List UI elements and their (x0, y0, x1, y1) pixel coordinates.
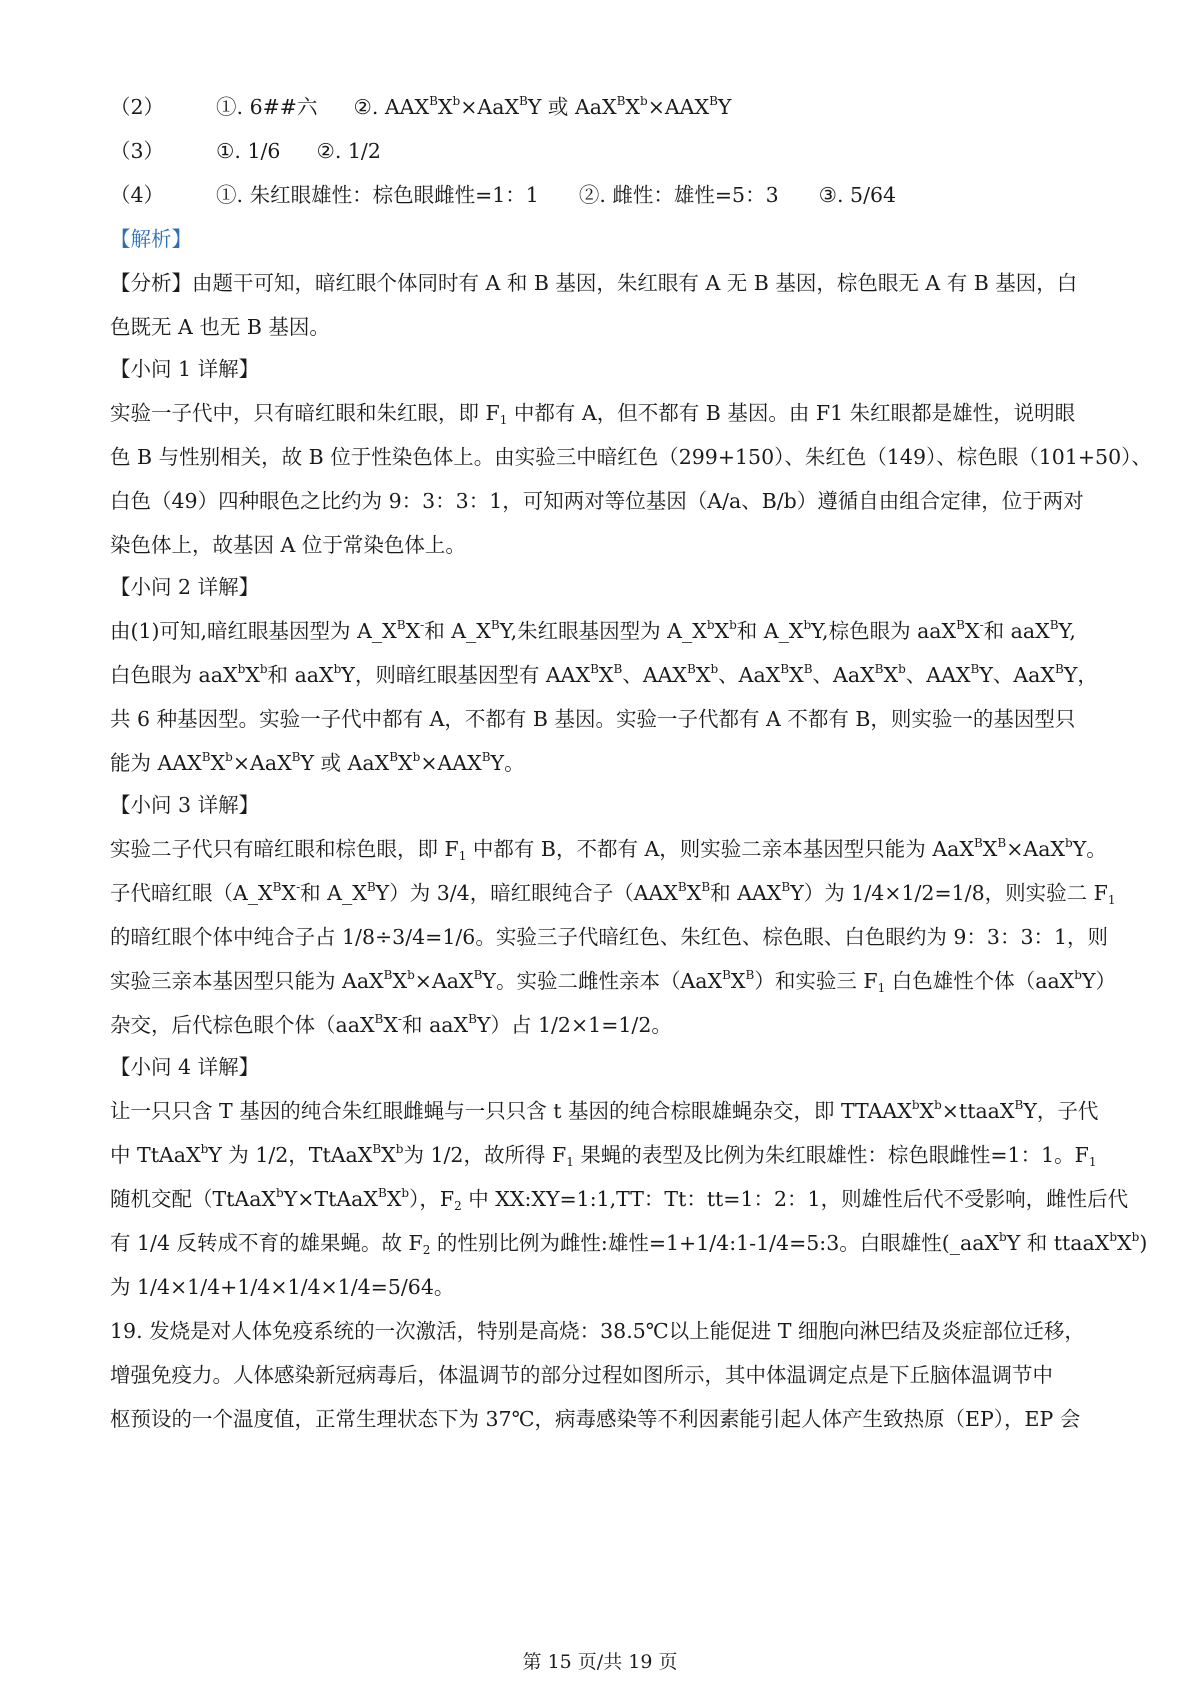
answer-4-part-3: ③. 5/64 (818, 183, 897, 207)
q3-line-1: 实验二子代只有暗红眼和棕色眼，即 $F_1$ 中都有 B，不都有 A，则实验二亲本基因型只能为 $AaX^BX^B\times AaX^bY$。 (110, 836, 1107, 863)
question-19-line-1: 19. 发烧是对人体免疫系统的一次激活，特别是高烧：38.5℃以上能促进 T 细胞向淋巴结及炎症部位迁移， (110, 1319, 1085, 1343)
question-19-line-3: 枢预设的一个温度值，正常生理状态下为 37℃，病毒感染等不利因素能引起人体产生致热原（EP），EP 会 (110, 1407, 1081, 1431)
answer-4-part-2: ②. 雌性：雄性=5：3 (578, 183, 779, 207)
page-footer: 第 15 页/共 19 页 (522, 1651, 678, 1673)
q4-line-2: 中 TtAaX$^b$Y 为 1/2，$TtAaX^BX^b$为 1/2，故所得 $F_1$ 果蝇的表型及比例为朱红眼雄性：棕色眼雌性=1：1。$F_1$ (110, 1142, 1097, 1169)
q1-line-1: 实验一子代中，只有暗红眼和朱红眼，即 $F_1$ 中都有 A，但不都有 B 基因。由 F1 朱红眼都是雄性，说明眼 (110, 401, 1076, 427)
q1-line-3: 白色（49）四种眼色之比约为 9：3：3：1，可知两对等位基因（A/a、B/b）遵循自由组合定律，位于两对 (110, 489, 1084, 513)
q3-heading: 【小问 3 详解】 (110, 793, 260, 817)
q3-line-3: 的暗红眼个体中纯合子占 1/8÷3/4=1/6。实验三子代暗红色、朱红色、棕色眼、白色眼约为 9：3：3：1，则 (110, 925, 1109, 949)
analysis-heading: 【解析】 (110, 227, 192, 251)
q1-line-2: 色 B 与性别相关，故 B 位于性染色体上。由实验三中暗红色（299+150）、朱红色（149）、棕色眼（101+50）、 (110, 445, 1152, 469)
analysis-line-2: 色既无 A 也无 B 基因。 (110, 315, 330, 339)
q3-line-5: 杂交，后代棕色眼个体（aaX$^B$X-和 aaX$^B$Y）占 1/2×1=1/2。 (110, 1012, 672, 1037)
answer-3 (110, 136, 381, 166)
answer-2 (110, 92, 731, 122)
q2-line-3: 共 6 种基因型。实验一子代中都有 A，不都有 B 基因。实验一子代都有 A 不都有 B，则实验一的基因型只 (110, 707, 1076, 731)
answer-2-part-1: ①. 6##六 (216, 95, 318, 119)
answer-4-number: （4） (110, 183, 165, 207)
answer-3-part-2: ②. 1/2 (316, 139, 381, 163)
answer-4 (110, 180, 896, 210)
q4-heading: 【小问 4 详解】 (110, 1055, 260, 1079)
answer-2-part-2: ②. $AAX^BX^b\times AaX^BY$ 或 $AaX^BX^b\times AAX^BY$ (353, 94, 732, 119)
q3-line-2: 子代暗红眼（$A\_X^BX^-$和 $A\_X^BY$）为 3/4，暗红眼纯合子（$AAX^BX^B$和 $AAX^BY$）为 1/4×1/2=1/8，则实验二 $F_1$ (110, 880, 1116, 907)
answer-4-part-1: ①. 朱红眼雄性：棕色眼雌性=1：1 (216, 183, 539, 207)
answer-3-number: （3） (110, 139, 165, 163)
q2-line-2: 白色眼为 $aaX^bX^b$和 aaX$^b$Y，则暗红眼基因型有 $AAX^BX^B$、$AAX^BX^b$、$AaX^BX^B$、$AaX^BX^b$、$AAX^BY$、AaX$^B$Y， (110, 662, 1098, 687)
q4-line-5: 为 1/4×1/4+1/4×1/4×1/4=5/64。 (110, 1275, 455, 1299)
q2-line-1: 由(1)可知,暗红眼基因型为 $A\_X^BX^-$和 $A\_X^BY$,朱红眼基因型为 $A\_X^bX^b$和 $A\_X^bY$,棕色眼为 aaX$^B$X-和 aaX$^B$Y, (110, 618, 1076, 643)
question-19-line-2: 增强免疫力。人体感染新冠病毒后，体温调节的部分过程如图所示，其中体温调定点是下丘脑体温调节中 (110, 1363, 1053, 1387)
q4-line-3: 随机交配$(TtAaX^bY\times TtAaX^BX^b)$，$F_2$ 中 XX:XY=1:1,TT：Tt：tt=1：2：1，则雄性后代不受影响，雌性后代 (110, 1186, 1129, 1213)
q2-heading: 【小问 2 详解】 (110, 575, 260, 599)
answer-3-part-1: ①. 1/6 (216, 139, 281, 163)
q3-line-4: 实验三亲本基因型只能为 $AaX^BX^b\times AaX^BY$。实验二雌性亲本$(AaX^BX^B)$和实验三 $F_1$ 白色雄性个体（aaX$^b$Y） (110, 968, 1117, 995)
q4-line-1: 让一只只含 T 基因的纯合朱红眼雌蝇与一只只含 t 基因的纯合棕眼雄蝇杂交，即 $TTAAX^bX^b\times ttaaX^BY$，子代 (110, 1098, 1099, 1123)
q2-line-4: 能为 $AAX^BX^b\times AaX^BY$ 或 $AaX^BX^b\times AAX^BY$。 (110, 750, 525, 775)
answer-2-number: （2） (110, 95, 165, 119)
analysis-line-1: 【分析】由题干可知，暗红眼个体同时有 A 和 B 基因，朱红眼有 A 无 B 基因，棕色眼无 A 有 B 基因，白 (110, 271, 1078, 295)
q1-line-4: 染色体上，故基因 A 位于常染色体上。 (110, 533, 466, 557)
q4-line-4: 有 1/4 反转成不育的雄果蝇。故 $F_2$ 的性别比例为雌性:雄性=1+1/4:1-1/4=5:3。白眼雄性(_aaX$^b$Y 和 $ttaaX^bX^b$) (110, 1230, 1148, 1257)
q1-heading: 【小问 1 详解】 (110, 357, 260, 381)
